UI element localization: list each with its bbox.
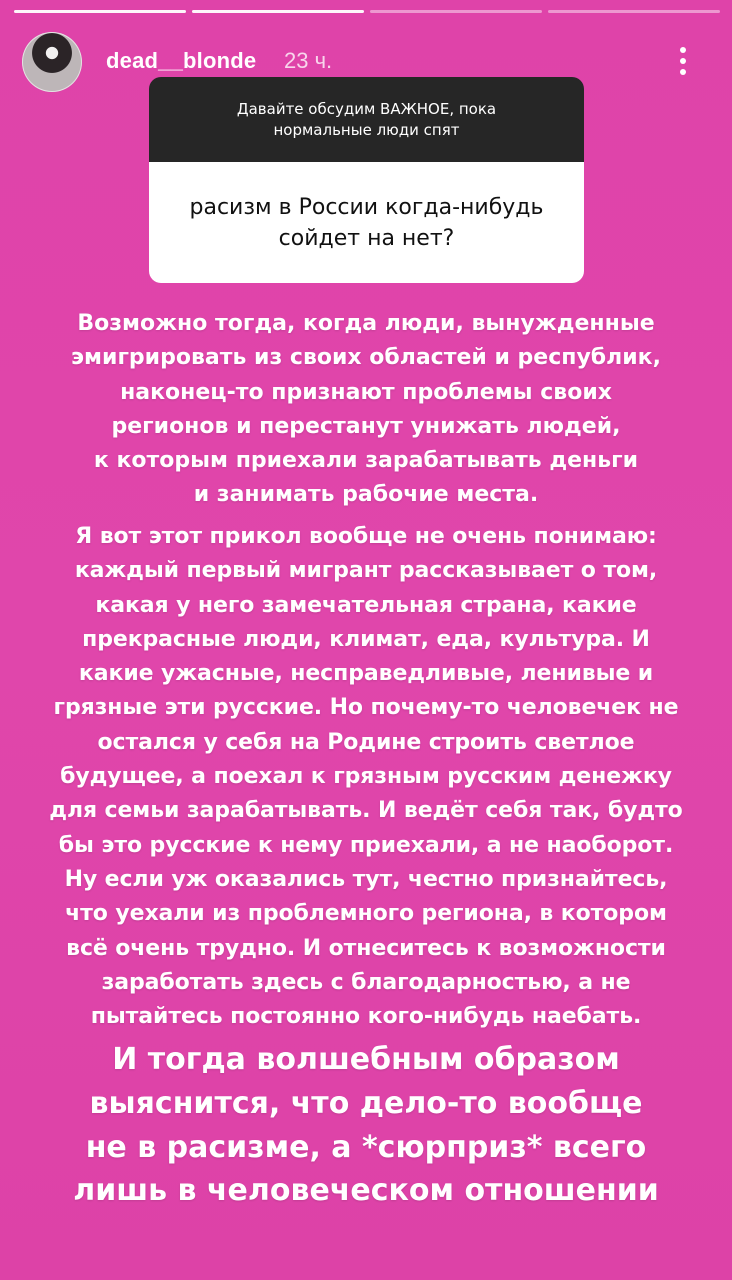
question-sticker (149, 77, 584, 283)
progress-segment-2 (192, 10, 364, 13)
story-text-paragraph-3: И тогда волшебным образом выяснится, что дело-то вообще не в расизме, а *сюрприз* всего лишь в человеческом отношении (73, 1042, 659, 1209)
question-prompt: Давайте обсудим ВАЖНОЕ, пока нормальные люди спят (149, 77, 584, 162)
story-text-paragraph-2: Я вот этот прикол вообще не очень понимаю: каждый первый мигрант рассказывает о том, какая у него замечательная страна, какие прекрасные люди, климат, еда, культура. И какие ужасные, несправедливые, ленивые и грязные эти русские. Но почему-то человечек не остался у себя на Родине строить светлое будущее, а поехал к грязным русским денежку для семьи зарабатывать. И ведёт себя так, будто бы это русские к нему приехали, а не наоборот. Ну если уж оказались тут, честно признайтесь, что уехали из проблемного региона, в котором всё очень трудно. И отнеситесь к возможности заработать здесь с благодарностью, а не пытайтесь постоянно кого-нибудь наебать. (49, 524, 683, 1030)
username[interactable]: dead__blonde (106, 48, 257, 73)
progress-segment-4 (548, 10, 720, 13)
timestamp: 23 ч. (284, 48, 333, 73)
progress-segment-3 (370, 10, 542, 13)
story-text-paragraph-1: Возможно тогда, когда люди, вынужденные эмигрировать из своих областей и республик, наконец-то признают проблемы своих регионов и перестанут унижать людей, к которым приехали зарабатывать деньги и занимать рабочие места. (71, 311, 661, 508)
question-answer: расизм в России когда-нибудь сойдет на нет? (149, 162, 584, 283)
progress-segment-1 (14, 10, 186, 13)
more-vertical-icon[interactable] (678, 44, 688, 78)
story-progress-bar (14, 10, 720, 13)
avatar[interactable] (22, 32, 82, 92)
